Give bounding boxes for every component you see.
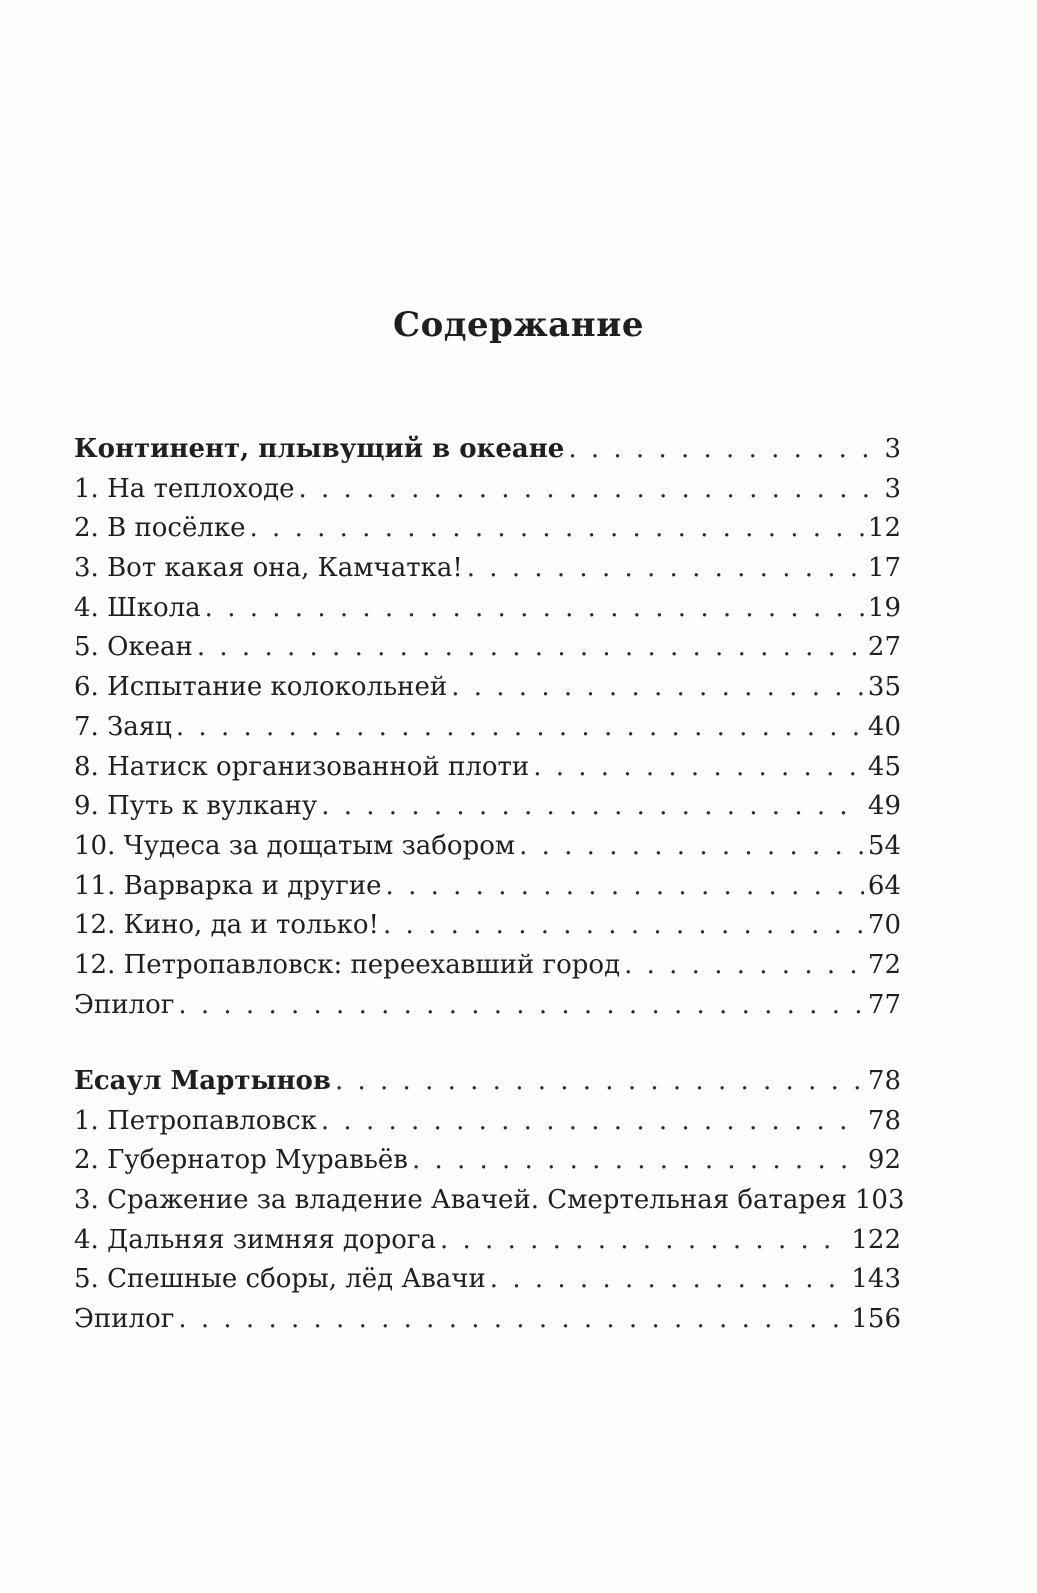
toc-entry-label: 2. Губернатор Муравьёв	[74, 1145, 408, 1176]
toc-entry-label: 5. Спешные сборы, лёд Авачи	[74, 1264, 486, 1295]
toc-entry-page: 78	[867, 1066, 901, 1096]
toc-entry-label: 3. Сражение за владение Авачей. Смертельная батарея	[74, 1185, 847, 1216]
toc-part-2	[74, 1062, 905, 1340]
toc-entry	[74, 1221, 901, 1261]
toc-entry-label: 11. Варварка и другие	[74, 870, 382, 901]
toc-entry-page: 45	[867, 751, 901, 782]
toc-entry-label: 7. Заяц	[74, 711, 172, 742]
toc-entry	[74, 708, 901, 748]
toc-entry	[74, 509, 901, 549]
toc-entry-page: 92	[867, 1145, 901, 1176]
toc-entry	[74, 946, 901, 986]
toc-entry-label: Континент, плывущий в океане	[74, 434, 565, 464]
toc-entry-page: 72	[867, 949, 901, 980]
toc-entry-page: 12	[867, 513, 901, 544]
dot-leader	[178, 1300, 847, 1340]
dot-leader	[412, 1141, 864, 1181]
toc-entry-label: Есаул Мартынов	[74, 1066, 331, 1096]
toc-entry-label: 9. Путь к вулкану	[74, 791, 318, 822]
dot-leader	[490, 1260, 848, 1300]
toc-entry	[74, 906, 901, 946]
dot-leader	[197, 628, 864, 668]
toc-entry-label: 12. Петропавловск: переехавший город	[74, 949, 621, 980]
toc-entry	[74, 986, 901, 1026]
toc-entry-label: 6. Испытание колокольней	[74, 672, 448, 703]
toc-part-heading	[74, 1062, 901, 1102]
page-title: Содержание	[393, 305, 644, 345]
toc-entry-label: 3. Вот какая она, Камчатка!	[74, 553, 463, 584]
toc-entry-label: 2. В посёлке	[74, 513, 246, 544]
toc-entry-page: 103	[854, 1185, 905, 1216]
toc-entry-label: 4. Дальняя зимняя дорога	[74, 1224, 436, 1255]
dot-leader	[321, 787, 864, 827]
dot-leader	[451, 668, 864, 708]
dot-leader	[568, 430, 880, 470]
toc-entry-page: 17	[867, 553, 901, 584]
toc-entry	[74, 589, 901, 629]
dot-leader	[299, 470, 881, 510]
toc-entry	[74, 787, 901, 827]
dot-leader	[250, 509, 864, 549]
toc-entry-page: 49	[867, 791, 901, 822]
toc-entry-page: 64	[867, 870, 901, 901]
toc-part-heading	[74, 430, 901, 470]
toc-entry	[74, 668, 901, 708]
toc-entry	[74, 628, 901, 668]
toc-entry-label: 1. Петропавловск	[74, 1105, 317, 1136]
toc-entry-page: 40	[867, 711, 901, 742]
dot-leader	[335, 1062, 864, 1102]
toc-entry-page: 78	[867, 1105, 901, 1136]
toc-entry	[74, 827, 901, 867]
dot-leader	[519, 827, 864, 867]
toc-entry	[74, 867, 901, 907]
dot-leader	[205, 589, 864, 629]
toc-entry	[74, 1141, 901, 1181]
toc-entry-label: 1. На теплоходе	[74, 473, 295, 504]
toc-entry-label: Эпилог	[74, 989, 175, 1020]
dot-leader	[321, 1102, 864, 1142]
dot-leader	[533, 748, 864, 788]
toc-entry-page: 35	[867, 672, 901, 703]
toc-entry-page: 27	[867, 632, 901, 663]
toc-entry-label: Эпилог	[74, 1304, 175, 1335]
toc-entry	[74, 1260, 901, 1300]
toc-part-1	[74, 430, 901, 1025]
toc-entry	[74, 470, 901, 510]
toc-entry-page: 77	[867, 989, 901, 1020]
toc-entry-page: 54	[867, 830, 901, 861]
dot-leader	[467, 549, 864, 589]
toc-entry-label: 12. Кино, да и только!	[74, 910, 380, 941]
toc-entry	[74, 748, 901, 788]
toc-entry-page: 122	[851, 1224, 901, 1255]
toc-entry	[74, 1300, 901, 1340]
dot-leader	[440, 1221, 847, 1261]
dot-leader	[178, 986, 864, 1026]
toc-entry-label: 4. Школа	[74, 592, 201, 623]
toc-entry-label: 5. Океан	[74, 632, 193, 663]
toc-entry-label: 10. Чудеса за дощатым забором	[74, 830, 516, 861]
dot-leader	[383, 906, 864, 946]
dot-leader	[386, 867, 864, 907]
dot-leader	[176, 708, 864, 748]
toc-entry	[74, 549, 901, 589]
toc-entry	[74, 1102, 901, 1142]
toc-entry-page: 156	[851, 1304, 901, 1335]
toc-entry-page: 3	[884, 473, 901, 504]
toc-entry-page: 143	[851, 1264, 901, 1295]
toc-entry	[74, 1181, 905, 1221]
dot-leader	[624, 946, 864, 986]
toc-entry-page: 70	[867, 910, 901, 941]
toc-entry-page: 3	[884, 434, 901, 464]
toc-entry-page: 19	[867, 592, 901, 623]
toc-entry-label: 8. Натиск организованной плоти	[74, 751, 530, 782]
